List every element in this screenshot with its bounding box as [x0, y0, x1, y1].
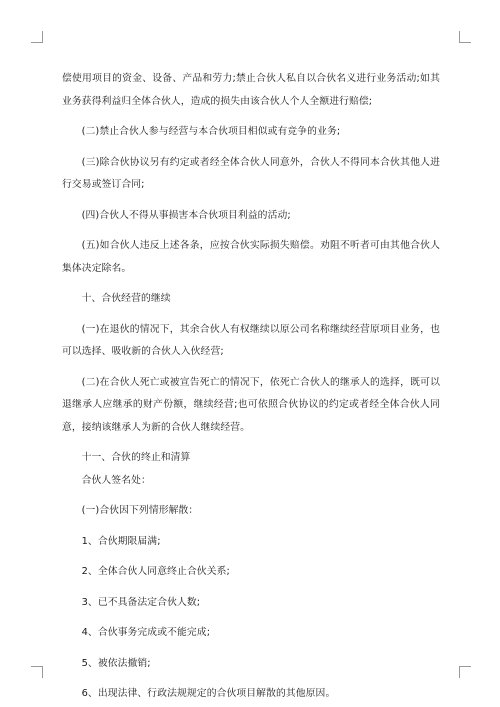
dissolution-item-2: 2、全体合伙人同意终止合伙关系; — [81, 566, 230, 577]
paragraph-continued: 偿使用项目的资金、设备、产品和劳力;禁止合伙人私自以合伙名义进行业务活动;如其业务获得利益归全体合伙人，造成的损失由该合伙人个人全额进行赔偿; — [62, 73, 440, 107]
crop-mark-top-right — [459, 31, 471, 43]
paragraph-clause-3: (三)除合伙协议另有约定或者经全体合伙人同意外，合伙人不得同本合伙其他人进行交易或签订合同; — [62, 156, 440, 190]
dissolution-item-4: 4、合伙事务完成或不能完成; — [81, 627, 211, 638]
dissolution-item-1: 1、合伙期限届满; — [81, 535, 161, 547]
crop-mark-top-left — [31, 31, 43, 43]
document-body — [62, 68, 440, 706]
paragraph-clause-4: (四)合伙人不得从事损害本合伙项目利益的活动; — [81, 209, 291, 221]
paragraph-clause-5: (五)如合伙人违反上述各条，应按合伙实际损失赔偿。劝阻不听者可由其他合伙人集体决定除名。 — [62, 240, 440, 274]
crop-mark-bottom-left — [31, 666, 43, 678]
paragraph-continuation-2: (二)在合伙人死亡或被宣告死亡的情况下，依死亡合伙人的继承人的选择，既可以退继承人应继承的财产份额，继续经营;也可依照合伙协议的约定或者经全体合伙人同意，接纳该继承人为新的合伙人继续经营。 — [62, 376, 440, 433]
dissolution-item-5: 5、被依法撤销; — [81, 657, 151, 669]
section-heading-10: 十、合伙经营的继续 — [81, 293, 171, 304]
dissolution-item-3: 3、已不具备法定合伙人数; — [81, 596, 201, 608]
paragraph-continuation-1: (一)在退伙的情况下，其余合伙人有权继续以原公司名称继续经营原项目业务，也可以选择、吸收新的合伙人入伙经营; — [62, 323, 440, 357]
section-heading-11: 十一、合伙的终止和清算 — [81, 452, 191, 463]
signature-line: 合伙人签名处： — [81, 474, 151, 486]
paragraph-clause-2: (二)禁止合伙人参与经营与本合伙项目相似或有竞争的业务; — [81, 126, 341, 137]
crop-mark-bottom-right — [459, 666, 471, 678]
dissolution-intro: (一)合伙因下列情形解散： — [81, 505, 199, 516]
dissolution-item-6: 6、出现法律、行政法规规定的合伙项目解散的其他原因。 — [81, 688, 336, 699]
